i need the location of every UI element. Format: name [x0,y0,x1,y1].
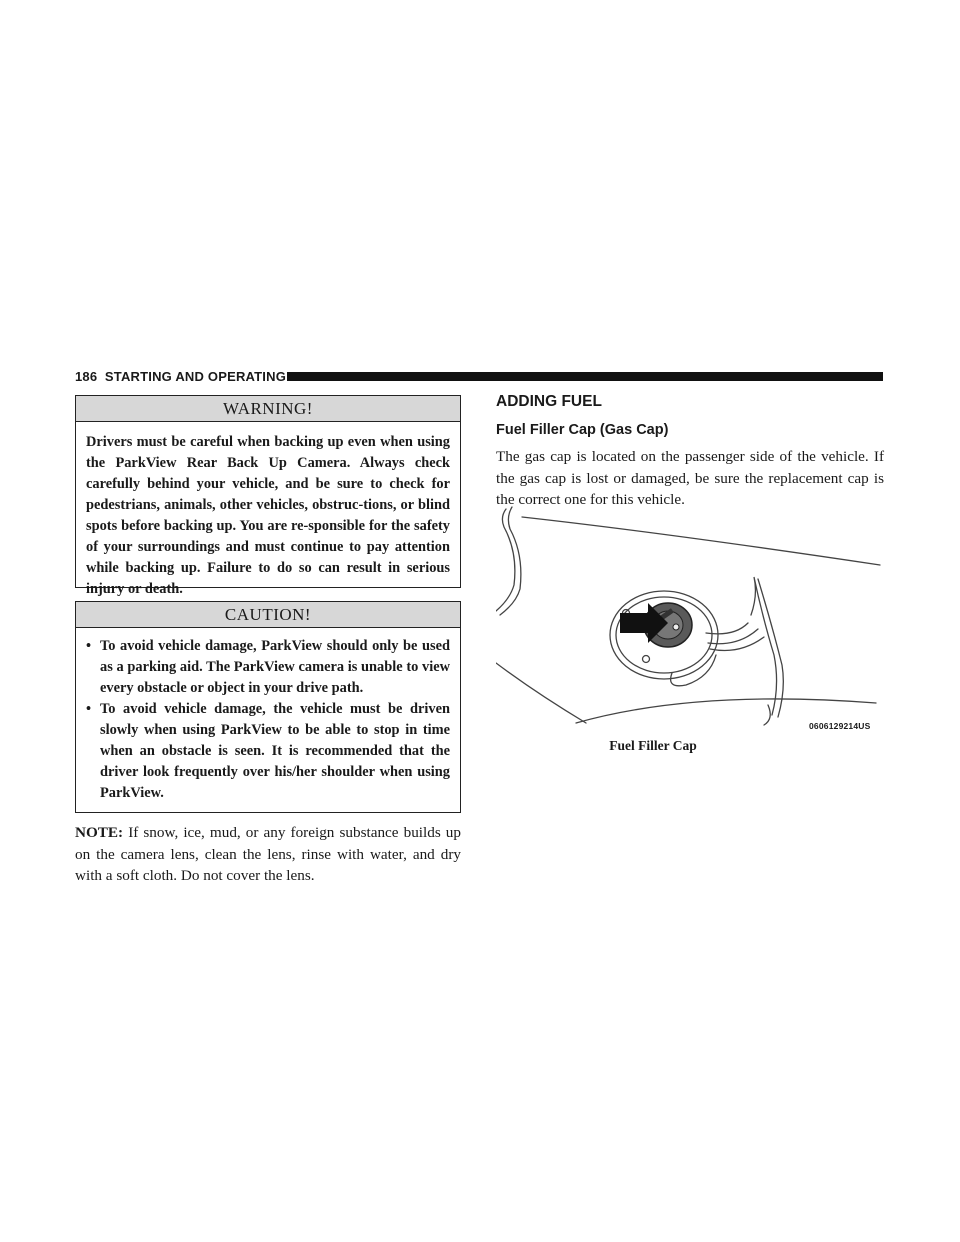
caution-body [76,628,460,816]
bullet-dot-icon: • [86,638,92,654]
note-paragraph [75,822,461,887]
figure-caption: Fuel Filler Cap [609,738,697,753]
fuel-cap-illustration [496,505,884,737]
caution-box [75,601,461,813]
subsection-title: Fuel Filler Cap (Gas Cap) [496,422,669,438]
warning-text: Drivers must be careful when backing up even when using the ParkView Rear Back Up Camera. Always check carefully behind your vehicle, and be sure to check for pedestrians, animals, other vehicles, obstruc-tions, or blind spots before backing up. You are re-sponsible for the safety of your surroundings and must continue to pay attention while backing up. Failure to do so can result in serious injury or death. [86,434,450,597]
caution-bullet-text: To avoid vehicle damage, ParkView should only be used as a parking aid. The ParkView camera is unable to view every obstacle or object in your drive path. [100,638,450,696]
section-title: ADDING FUEL [496,393,602,410]
page-header [75,369,883,385]
header-text [75,369,294,385]
caution-bullet [86,636,450,699]
caution-bullet [86,699,450,804]
warning-title: WARNING! [76,396,460,422]
caution-bullet-text: To avoid vehicle damage, the vehicle must be driven slowly when using ParkView to be able to stop in time when an obstacle is seen. It is recommended that the driver look frequently over his/her shoulder when using ParkView. [100,701,450,801]
fuel-filler-figure [496,505,884,737]
section-name: STARTING AND OPERATING [104,369,287,384]
warning-box [75,395,461,597]
header-rule [287,372,883,381]
note-text: If snow, ice, mud, or any foreign substance builds up on the camera lens, clean the lens, rinse with water, and dry with a soft cloth. Do not cover the lens. [75,824,461,884]
bullet-dot-icon: • [86,701,92,717]
note-label: NOTE: [75,824,124,841]
figure-code: 0606129214US [809,721,871,731]
fuel-cap-paragraph: The gas cap is located on the passenger side of the vehicle. If the gas cap is lost or damaged, be sure the replacement cap is the correct one for this vehicle. [496,448,884,508]
caution-title: CAUTION! [76,602,460,628]
page-number: 186 [75,369,98,384]
